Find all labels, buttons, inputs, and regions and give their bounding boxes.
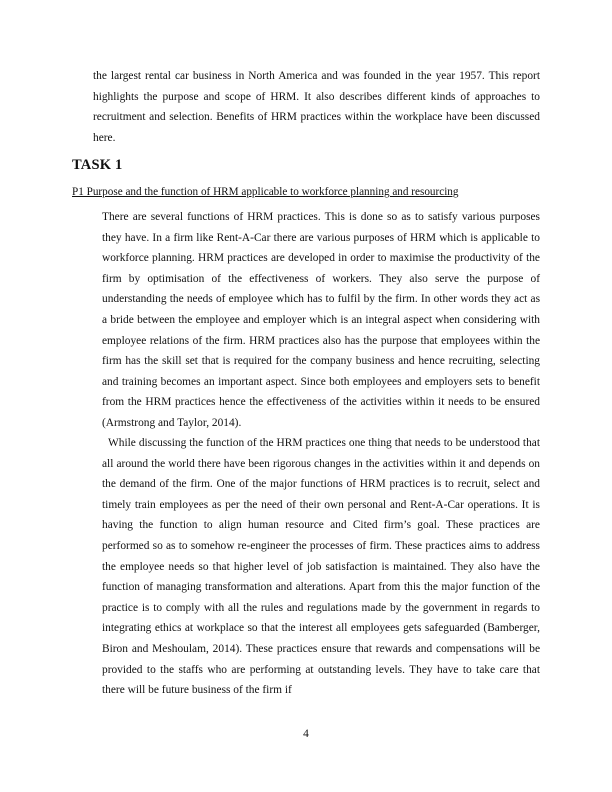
body-paragraph-2: While discussing the function of the HRM practices one thing that needs to be understood that all around the world there have been rigorous changes in the activities within it and depends on the demand of the firm. One of the major functions of HRM practices is to recruit, select and timely train employees as per the need of their own personal and Rent-A-Car operations. It is having the function to align human resource and Cited firm’s goal. These practices are performed so as to somehow re-engineer the processes of firm. These practices aims to address the employee needs so that higher level of job satisfaction is maintained. They also have the function of managing transformation and alterations. Apart from this the major function of the practice is to comply with all the rules and regulations made by the government in regards to integrating ethics at workplace so that the interest all employees gets safeguarded (Bamberger, Biron and Meshoulam, 2014). These practices ensure that rewards and compensations will be provided to the staffs who are performing at outstanding levels. They have to take care that there will be future business of the firm if — [102, 437, 540, 697]
page-number: 4 — [303, 728, 309, 740]
section-title: P1 Purpose and the function of HRM applicable to workforce planning and resourcing — [72, 186, 459, 198]
task-heading: TASK 1 — [72, 157, 123, 173]
body-paragraph-1: There are several functions of HRM practices. This is done so as to satisfy various purposes they have. In a firm like Rent-A-Car there are various purposes of HRM which is applicable to workforce planning. HRM practices are developed in order to maximise the productivity of the firm by optimisation of the effectiveness of workers. They also serve the purpose of understanding the needs of employee which has to fulfil by the firm. In other words they act as a bride between the employee and employer which is an integral aspect when considering with employee relations of the firm. HRM practices also has the purpose that employees within the firm has the skill set that is required for the company business and hence recruiting, selecting and training becomes an important aspect. Since both employees and employers sets to benefit from the HRM practices hence the effectiveness of the activities within it needs to be ensured (Armstrong and Taylor, 2014). — [102, 211, 540, 429]
intro-paragraph: the largest rental car business in North America and was founded in the year 1957. This report highlights the purpose and scope of HRM. It also describes different kinds of approaches to recruitment and selection. Benefits of HRM practices within the workplace have been discussed here. — [93, 70, 540, 144]
